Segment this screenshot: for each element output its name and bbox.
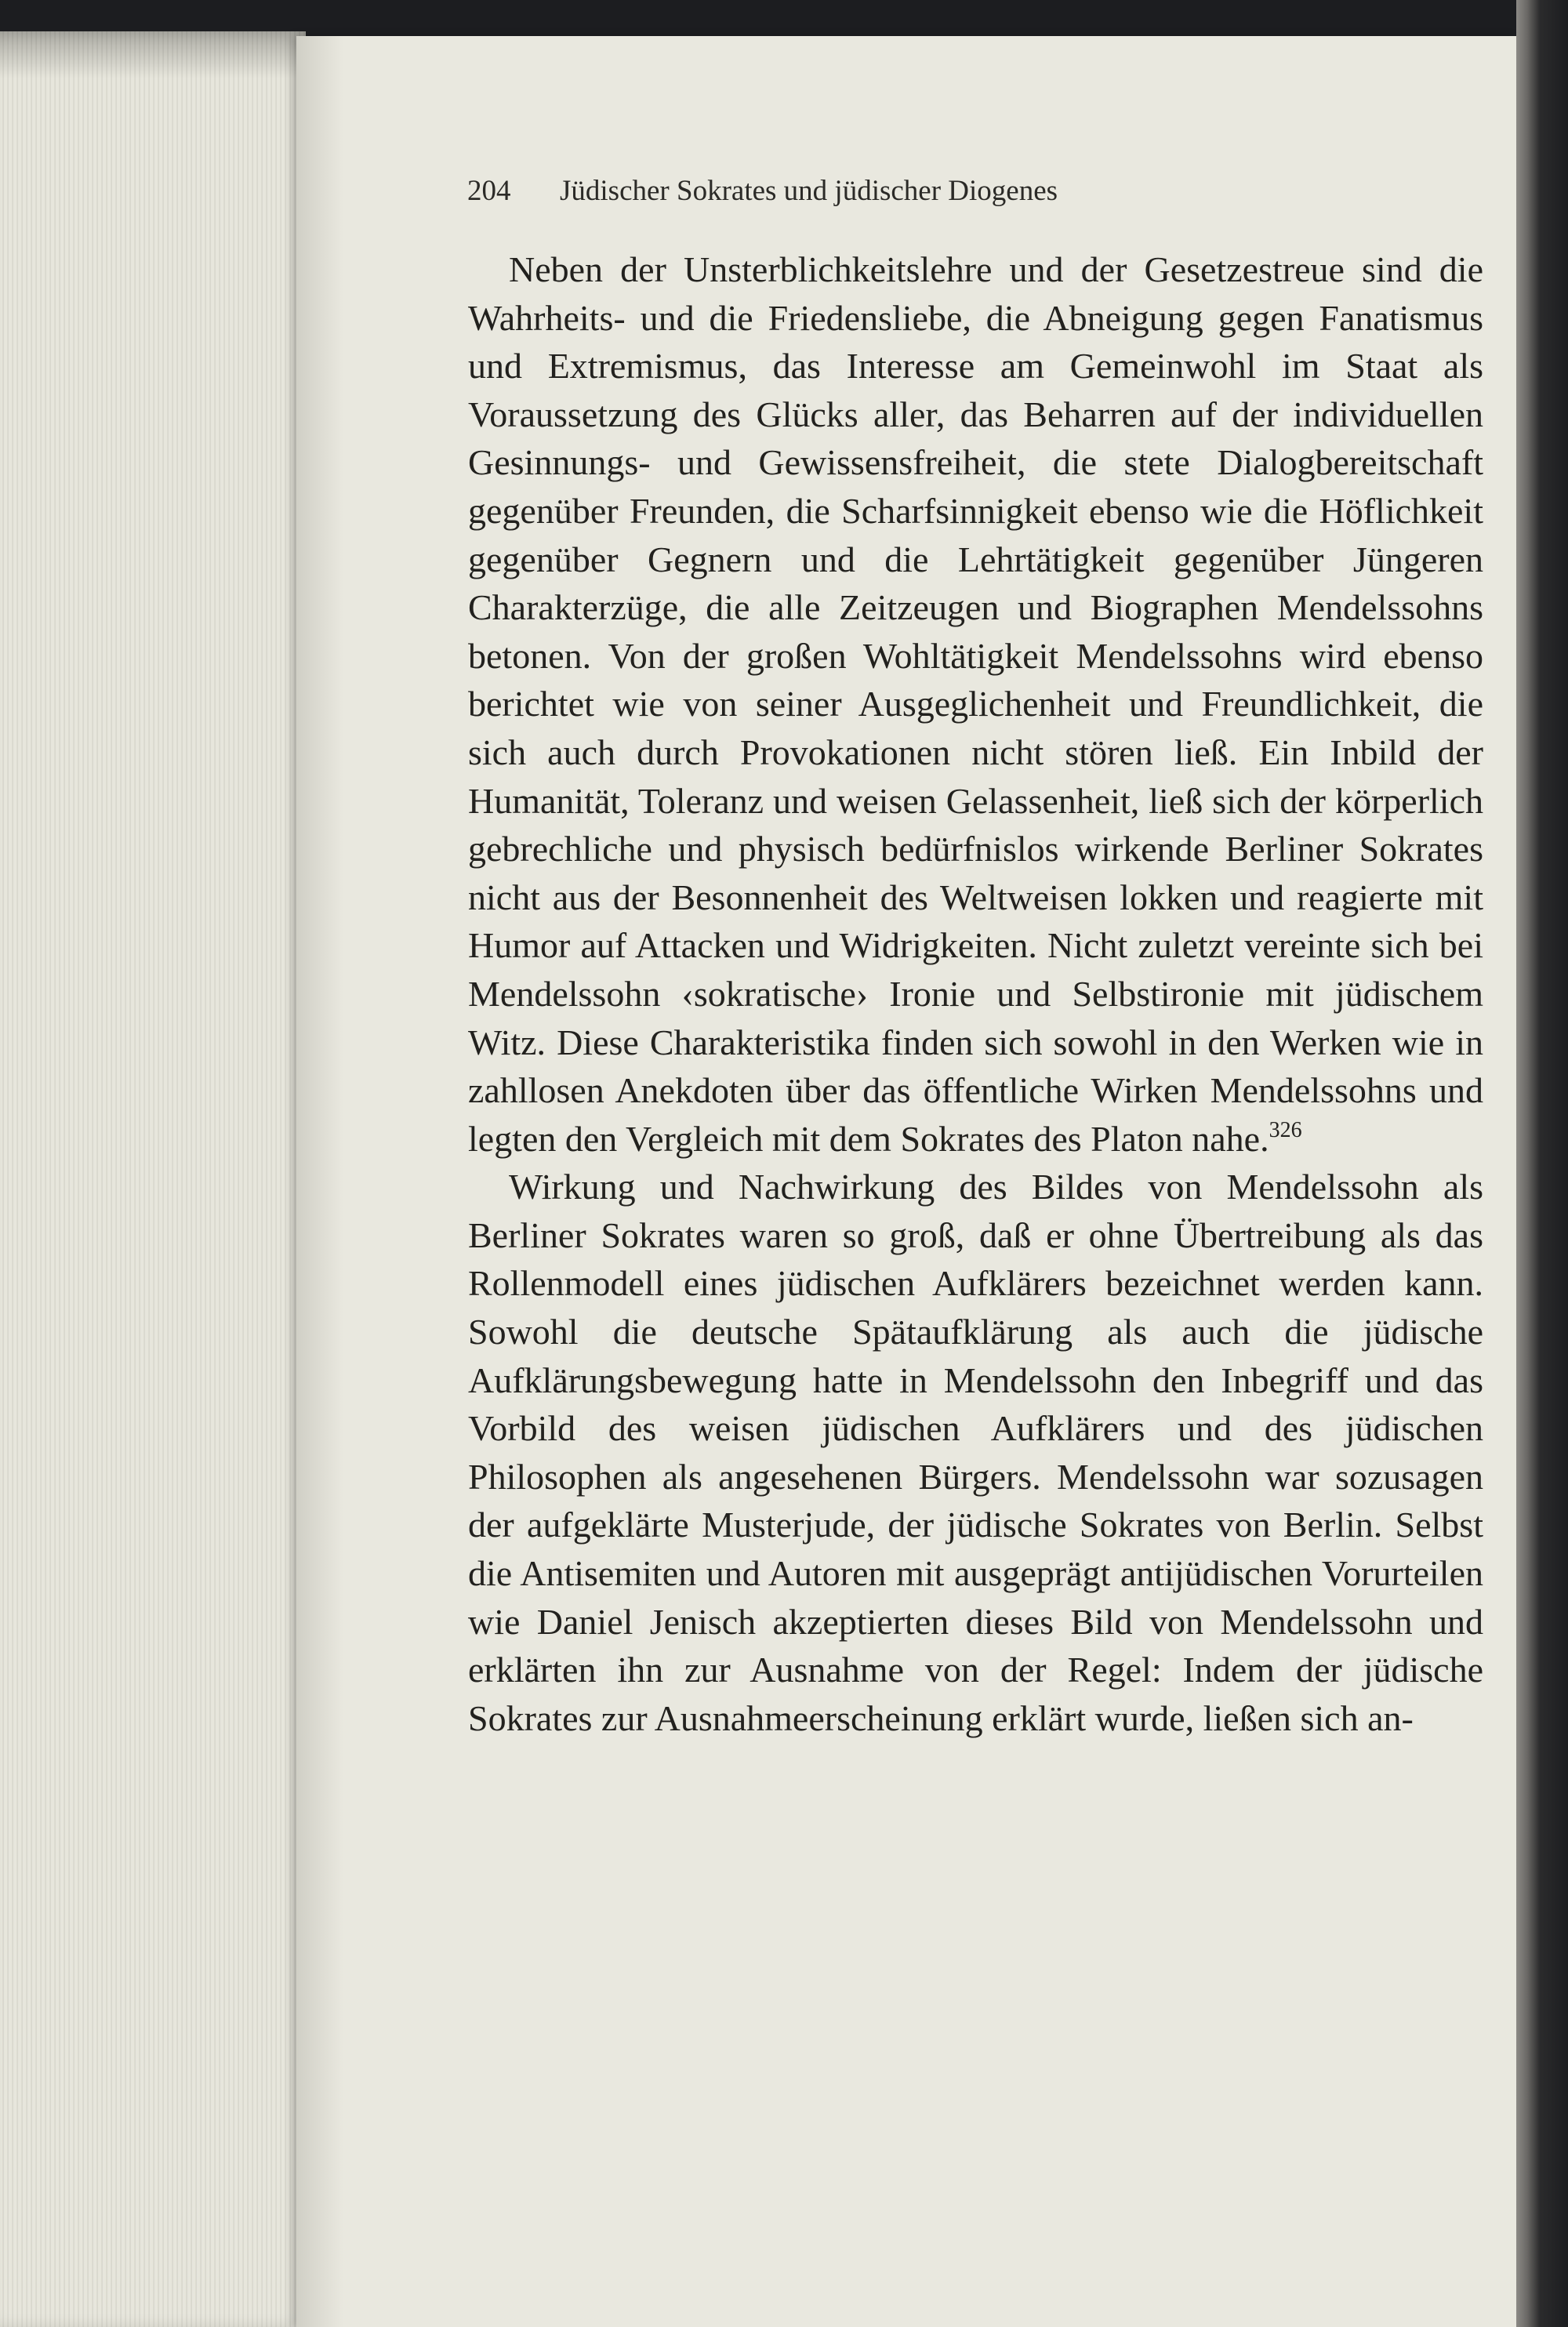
- paragraph-text: Neben der Unsterblichkeitslehre und der Gesetzestreue sind die Wahrheits- und die Friedensliebe, die Abneigung gegen Fanatismus und Extremismus, das Interesse am Gemeinwohl im Staat als Voraussetzung des Glücks aller, das Beharren auf der individuellen Gesinnungs- und Gewissensfreiheit, die stete Dialogbereitschaft gegenüber Freunden, die Scharfsinnigkeit ebenso wie die Höflichkeit gegenüber Gegnern und die Lehrtätigkeit gegenüber Jüngeren Charakterzüge, die alle Zeitzeugen und Biographen Mendelssohns betonen. Von der großen Wohltätigkeit Mendelssohns wird ebenso berichtet wie von seiner Ausgeglichenheit und Freundlichkeit, die sich auch durch Provokationen nicht stören ließ. Ein Inbild der Humanität, Toleranz und weisen Gelassenheit, ließ sich der körperlich gebrechliche und physisch bedürfnislos wirkende Berliner Sokrates nicht aus der Besonnenheit des Weltweisen lokken und reagierte mit Humor auf Attacken und Widrigkeiten. Nicht zuletzt vereinte sich bei Mendelssohn ‹sokratische› Ironie und Selbstironie mit jüdischem Witz. Diese Charakteristika finden sich sowohl in den Werken wie in zahllosen Anekdoten über das öffentliche Wirken Mendelssohns und legten den Vergleich mit dem Sokrates des Platon nahe.: [468, 249, 1483, 1159]
- page-number: 204: [467, 175, 511, 207]
- running-header: [467, 174, 1486, 208]
- edge-shadow: [0, 31, 306, 78]
- body-text: [468, 245, 1483, 1742]
- book-spine: [1516, 0, 1568, 2327]
- paragraph-text: Wirkung und Nachwirkung des Bildes von Mendelssohn als Berliner Sokrates waren so groß, daß er ohne Übertreibung als das Rollenmodell eines jüdischen Aufklärers bezeichnet werden kann. Sowohl die deutsche Spätaufklärung als auch die jüdische Aufklärungsbewegung hatte in Mendelssohn den Inbegriff und das Vorbild des weisen jüdischen Aufklärers und des jüdischen Philosophen als angesehenen Bürgers. Mendelssohn war sozusagen der aufgeklärte Musterjude, der jüdische Sokrates von Berlin. Selbst die Antisemiten und Autoren mit ausgeprägt antijüdischen Vorurteilen wie Daniel Jenisch akzeptierten dieses Bild von Mendelssohn und erklärten ihn zur Ausnahme von der Regel: Indem der jüdische Sokrates zur Ausnahmeerscheinung erklärt wurde, ließen sich an-: [468, 1167, 1483, 1738]
- footnote-marker: 326: [1269, 1117, 1302, 1142]
- paragraph: [468, 1163, 1483, 1742]
- book-page-edges: [0, 31, 306, 2327]
- running-title: Jüdischer Sokrates und jüdischer Diogenes: [560, 175, 1058, 207]
- paragraph: [468, 245, 1483, 1163]
- gutter-shadow: [296, 36, 343, 2327]
